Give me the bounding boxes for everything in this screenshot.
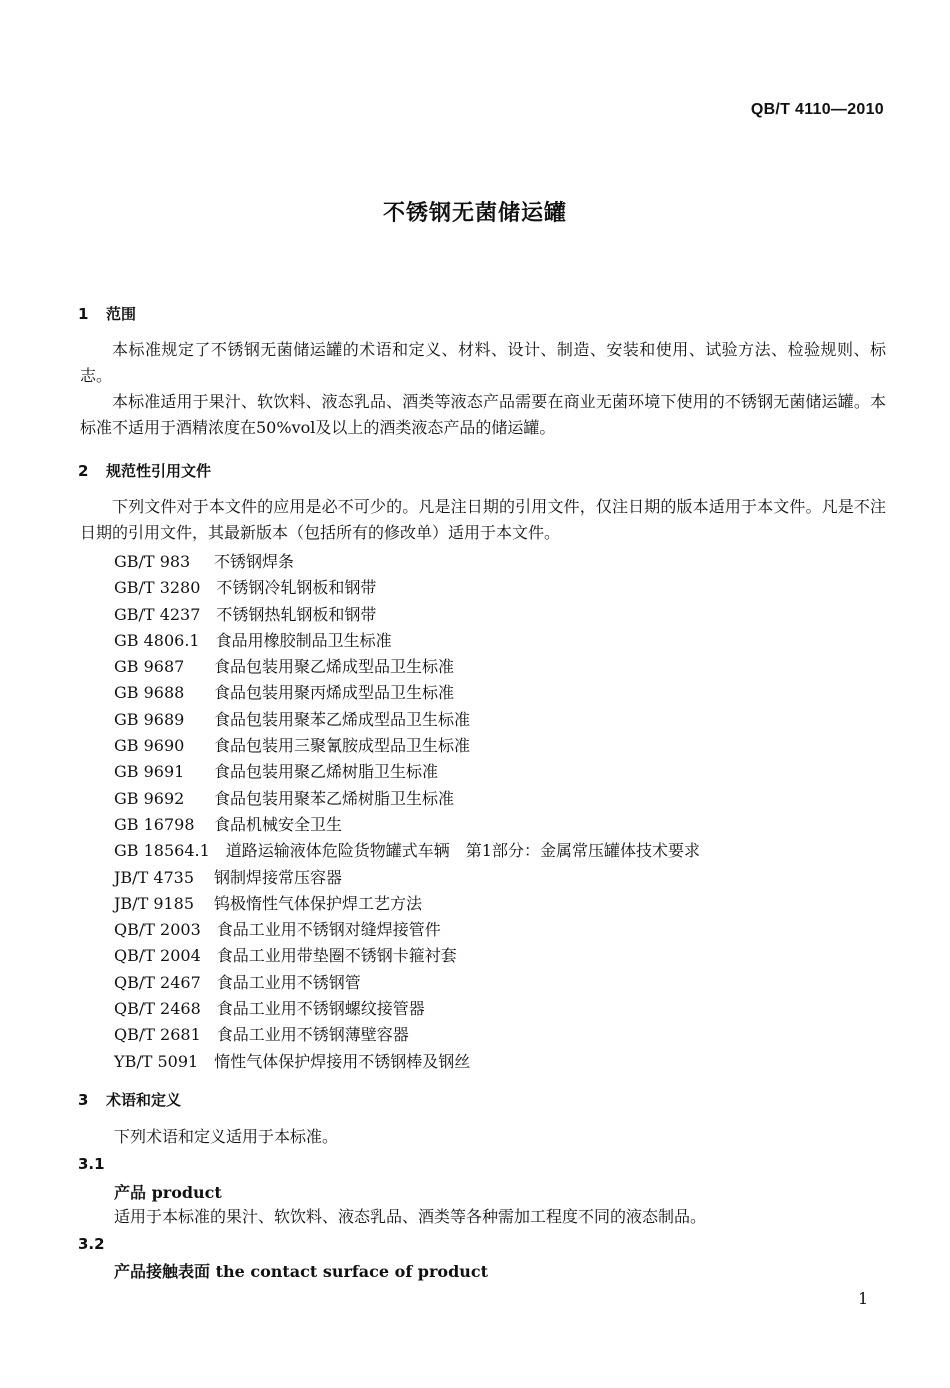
reference-list (114, 549, 700, 1075)
section-heading-normative-references (78, 460, 211, 481)
reference-title: 道路运输液体危险货物罐式车辆 第1部分：金属常压罐体技术要求 (225, 841, 700, 861)
reference-code: GB/T 4237 (114, 604, 201, 624)
reference-item (114, 1022, 700, 1048)
reference-title: 食品包装用聚乙烯树脂卫生标准 (214, 762, 439, 782)
reference-item (114, 707, 700, 733)
reference-title: 食品工业用不锈钢对缝焊接管件 (216, 920, 441, 940)
reference-item (114, 628, 700, 654)
page-number: 1 (858, 1289, 869, 1308)
clause-number-3-1: 3.1 (78, 1155, 105, 1173)
terms-intro: 下列术语和定义适用于本标准。 (114, 1127, 339, 1146)
reference-title: 食品包装用聚丙烯成型品卫生标准 (214, 683, 455, 703)
normative-references-intro: 下列文件对于本文件的应用是必不可少的。凡是注日期的引用文件，仅注日期的版本适用于本文件。凡是不注日期的引用文件，其最新版本（包括所有的修改单）适用于本文件。 (80, 497, 886, 542)
reference-code: GB 9690 (114, 736, 185, 756)
reference-code: JB/T 9185 (114, 893, 195, 913)
reference-item (114, 549, 700, 575)
reference-item (114, 943, 700, 969)
reference-code: GB 9688 (114, 683, 185, 703)
reference-item (114, 917, 700, 943)
reference-title: 食品用橡胶制品卫生标准 (215, 630, 392, 650)
reference-item (114, 838, 700, 864)
reference-title: 食品包装用聚乙烯成型品卫生标准 (214, 657, 455, 677)
section-title: 范围 (106, 305, 137, 323)
reference-code: GB/T 983 (114, 552, 191, 571)
scope-paragraph-2: 本标准适用于果汁、软饮料、液态乳品、酒类等液态产品需要在商业无菌环境下使用的不锈钢无菌储运罐。本标准不适用于酒精浓度在50%vol及以上的酒类液态产品的储运罐。 (80, 392, 886, 437)
reference-item (114, 680, 700, 706)
reference-title: 食品机械安全卫生 (214, 814, 343, 834)
reference-title: 不锈钢热轧钢板和钢带 (216, 604, 377, 624)
document-title: 不锈钢无菌储运罐 (382, 201, 567, 226)
reference-title: 钢制焊接常压容器 (214, 867, 343, 887)
reference-title: 不锈钢冷轧钢板和钢带 (216, 578, 377, 598)
reference-title: 食品包装用三聚氰胺成型品卫生标准 (214, 736, 471, 756)
section-heading-scope (78, 303, 136, 324)
reference-item (114, 970, 700, 996)
term-product-definition: 适用于本标准的果汁、软饮料、液态乳品、酒类等各种需加工程度不同的液态制品。 (114, 1207, 707, 1226)
clause-number-3-2: 3.2 (78, 1235, 105, 1253)
scope-paragraph-1: 本标准规定了不锈钢无菌储运罐的术语和定义、材料、设计、制造、安装和使用、试验方法、检验规则、标志。 (80, 340, 886, 385)
term-contact-surface: 产品接触表面 the contact surface of product (114, 1262, 489, 1281)
section-title: 规范性引用文件 (106, 462, 212, 480)
section-number: 2 (78, 462, 89, 480)
section-number: 3 (78, 1091, 89, 1109)
reference-code: QB/T 2004 (114, 946, 201, 966)
reference-title: 食品工业用带垫圈不锈钢卡箍衬套 (216, 946, 457, 966)
reference-code: QB/T 2681 (114, 1025, 201, 1045)
section-number: 1 (78, 305, 89, 323)
reference-code: GB 4806.1 (114, 630, 200, 650)
reference-title: 惰性气体保护焊接用不锈钢棒及钢丝 (214, 1051, 471, 1071)
reference-code: GB 16798 (114, 814, 195, 834)
reference-title: 食品包装用聚苯乙烯树脂卫生标准 (214, 788, 455, 808)
term-product: 产品 product (114, 1183, 222, 1202)
reference-code: GB 9689 (114, 709, 185, 729)
reference-item (114, 575, 700, 601)
reference-code: YB/T 5091 (114, 1051, 199, 1071)
reference-item (114, 891, 700, 917)
reference-item (114, 602, 700, 628)
section-title: 术语和定义 (106, 1091, 182, 1109)
reference-code: QB/T 2003 (114, 920, 201, 940)
reference-item (114, 1049, 700, 1075)
reference-item (114, 996, 700, 1022)
standard-code: QB/T 4110—2010 (750, 101, 884, 118)
reference-title: 食品工业用不锈钢螺纹接管器 (216, 999, 425, 1019)
section-heading-terms-and-definitions (78, 1089, 181, 1110)
reference-code: JB/T 4735 (114, 867, 195, 887)
reference-code: GB 9691 (114, 762, 185, 782)
reference-item (114, 786, 700, 812)
reference-title: 食品工业用不锈钢管 (216, 972, 361, 992)
reference-code: GB/T 3280 (114, 578, 201, 598)
reference-item (114, 654, 700, 680)
reference-code: GB 18564.1 (114, 841, 210, 861)
reference-code: QB/T 2468 (114, 999, 201, 1019)
reference-item (114, 865, 700, 891)
reference-code: GB 9687 (114, 657, 185, 677)
reference-item (114, 759, 700, 785)
reference-title: 食品工业用不锈钢薄壁容器 (216, 1025, 409, 1045)
reference-item (114, 733, 700, 759)
reference-title: 不锈钢焊条 (214, 552, 295, 571)
reference-code: QB/T 2467 (114, 972, 201, 992)
reference-code: GB 9692 (114, 788, 185, 808)
reference-title: 食品包装用聚苯乙烯成型品卫生标准 (214, 709, 471, 729)
reference-title: 钨极惰性气体保护焊工艺方法 (214, 893, 423, 913)
reference-item (114, 812, 700, 838)
